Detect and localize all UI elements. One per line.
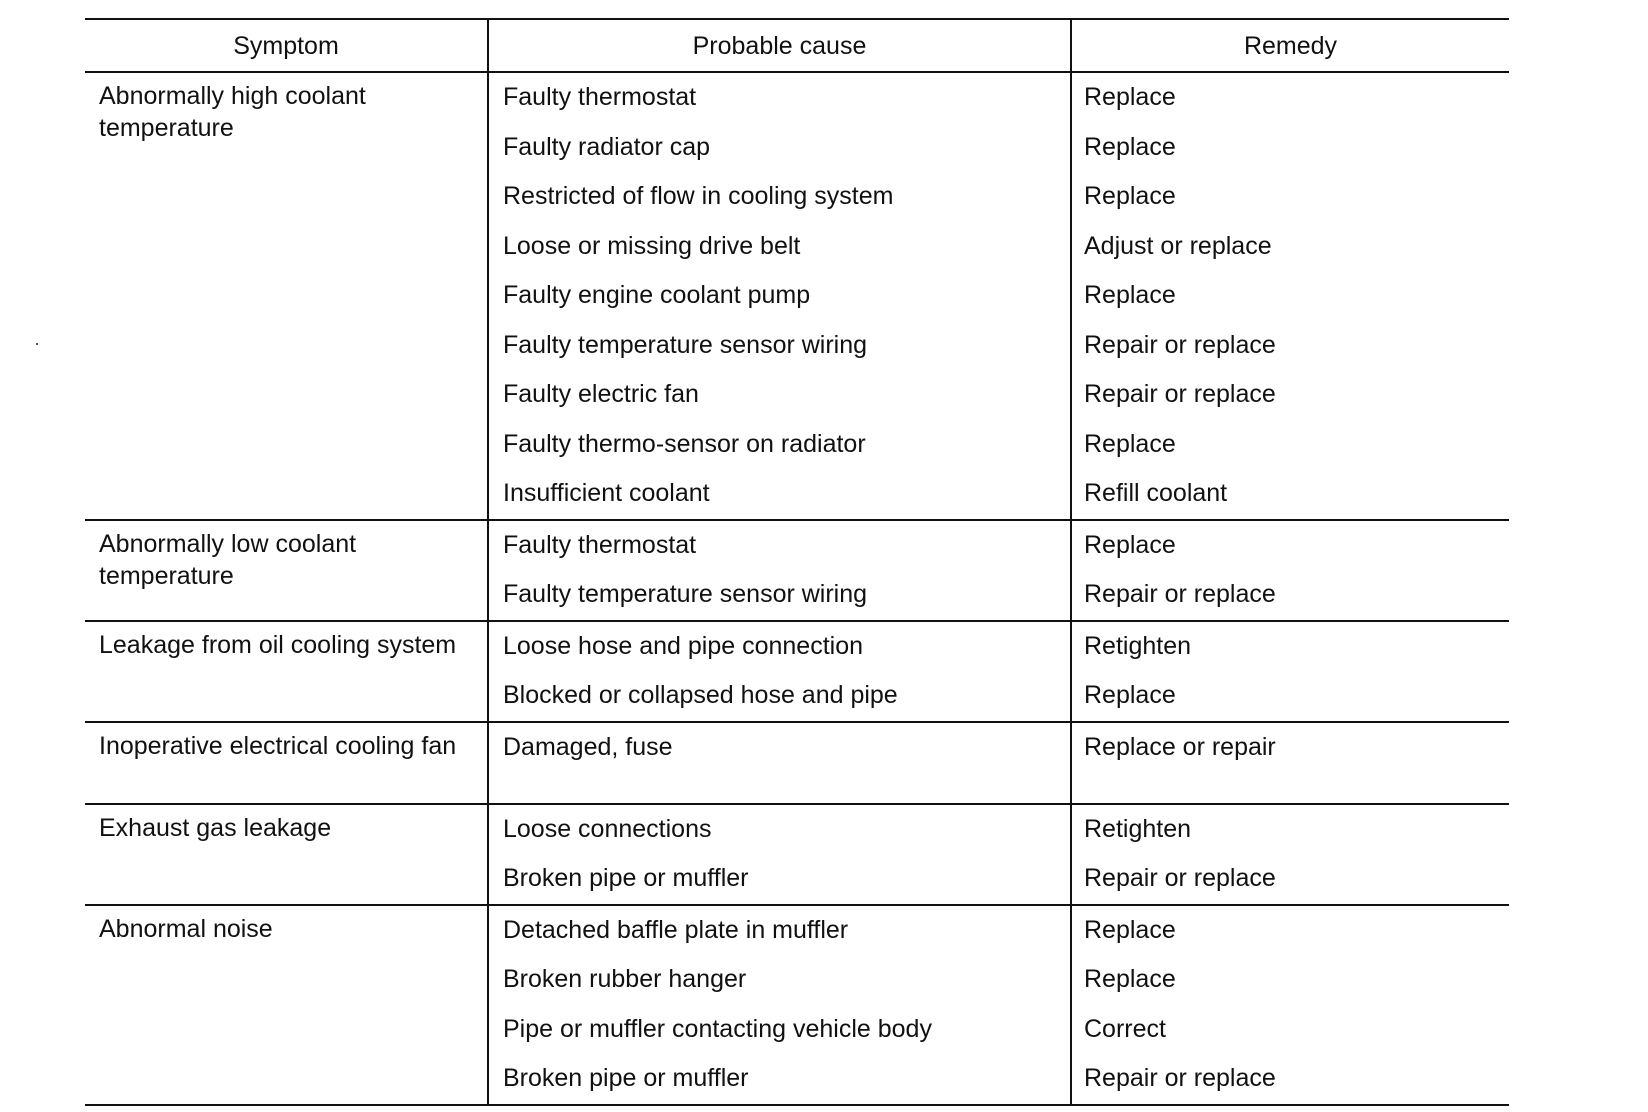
- symptom-text: Exhaust gas leakage: [99, 813, 332, 842]
- header-symptom: Symptom: [85, 19, 488, 72]
- symptom-text: Leakage from oil cooling system: [99, 630, 457, 659]
- remedy-text: Repair or replace: [1084, 1064, 1276, 1092]
- cause-text: Blocked or collapsed hose and pipe: [503, 681, 898, 709]
- cause-text: Loose connections: [503, 814, 712, 843]
- cause-cell: [488, 520, 1071, 621]
- symptom-group: [85, 905, 1509, 1105]
- remedy-text: Replace: [1084, 429, 1176, 458]
- troubleshooting-table: [85, 18, 1509, 1106]
- remedy-text: Replace: [1084, 965, 1176, 993]
- remedy-text: Replace: [1084, 915, 1176, 944]
- symptom-cell: [85, 722, 488, 804]
- header-probable-cause: Probable cause: [488, 19, 1071, 72]
- remedy-cell: [1071, 520, 1509, 621]
- table-row: [85, 804, 1509, 905]
- symptom-text: Abnormal noise: [99, 914, 273, 943]
- remedy-text: Retighten: [1084, 814, 1192, 843]
- cause-text: Damaged, fuse: [503, 732, 673, 761]
- cause-text: Faulty radiator cap: [503, 132, 711, 161]
- remedy-text: Replace: [1084, 681, 1176, 709]
- cause-cell: [488, 905, 1071, 1105]
- cause-text: Faulty engine coolant pump: [503, 281, 811, 309]
- remedy-cell: [1071, 722, 1509, 804]
- cause-text: Broken pipe or muffler: [503, 864, 749, 892]
- remedy-text: Replace or repair: [1084, 732, 1276, 761]
- header-row: [85, 19, 1509, 72]
- symptom-cell: [85, 72, 488, 520]
- remedy-text: Replace: [1084, 530, 1176, 559]
- cause-text: Faulty thermo-sensor on radiator: [503, 429, 866, 458]
- cause-text: Faulty thermostat: [503, 83, 697, 111]
- symptom-group: [85, 520, 1509, 621]
- remedy-cell: [1071, 804, 1509, 905]
- remedy-cell: [1071, 72, 1509, 520]
- table-header: [85, 19, 1509, 72]
- remedy-text: Repair or replace: [1084, 580, 1276, 608]
- symptom-text: Abnormally high coolant temperature: [99, 82, 366, 142]
- cause-text: Detached baffle plate in muffler: [503, 915, 849, 944]
- symptom-cell: [85, 804, 488, 905]
- cause-text: Faulty temperature sensor wiring: [503, 580, 868, 608]
- remedy-text: Repair or replace: [1084, 330, 1276, 359]
- remedy-text: Adjust or replace: [1084, 231, 1272, 260]
- table-row: [85, 621, 1509, 722]
- remedy-text: Repair or replace: [1084, 380, 1276, 408]
- table-row: [85, 520, 1509, 621]
- table-row: [85, 72, 1509, 520]
- cause-cell: [488, 621, 1071, 722]
- cause-text: Faulty electric fan: [503, 380, 699, 408]
- symptom-group: [85, 804, 1509, 905]
- remedy-text: Repair or replace: [1084, 864, 1276, 892]
- symptom-cell: [85, 621, 488, 722]
- remedy-cell: [1071, 621, 1509, 722]
- symptom-cell: [85, 905, 488, 1105]
- cause-text: Faulty temperature sensor wiring: [503, 330, 868, 359]
- cause-cell: [488, 72, 1071, 520]
- symptom-text: Abnormally low coolant temperature: [99, 529, 357, 590]
- table-row: [85, 722, 1509, 804]
- remedy-text: Replace: [1084, 281, 1176, 309]
- cause-text: Pipe or muffler contacting vehicle body: [503, 1014, 932, 1043]
- table-row: [85, 905, 1509, 1105]
- cause-text: Loose hose and pipe connection: [503, 631, 864, 660]
- cause-text: Broken rubber hanger: [503, 965, 747, 993]
- cause-cell: [488, 722, 1071, 804]
- symptom-text: Inoperative electrical cooling fan: [99, 731, 457, 760]
- remedy-text: Correct: [1084, 1014, 1166, 1043]
- cause-text: Loose or missing drive belt: [503, 231, 801, 260]
- remedy-text: Retighten: [1084, 631, 1192, 660]
- cause-text: Faulty thermostat: [503, 530, 697, 559]
- header-remedy: Remedy: [1071, 19, 1509, 72]
- symptom-group: [85, 722, 1509, 804]
- cause-text: Insufficient coolant: [503, 479, 710, 507]
- remedy-text: Replace: [1084, 132, 1176, 161]
- symptom-group: [85, 621, 1509, 722]
- cause-text: Broken pipe or muffler: [503, 1064, 749, 1092]
- remedy-text: Replace: [1084, 182, 1176, 210]
- cause-text: Restricted of flow in cooling system: [503, 182, 894, 210]
- symptom-group: [85, 72, 1509, 520]
- remedy-text: Refill coolant: [1084, 479, 1228, 507]
- remedy-text: Replace: [1084, 83, 1176, 111]
- remedy-cell: [1071, 905, 1509, 1105]
- symptom-cell: [85, 520, 488, 621]
- cause-cell: [488, 804, 1071, 905]
- stray-dot-mark: [36, 343, 38, 345]
